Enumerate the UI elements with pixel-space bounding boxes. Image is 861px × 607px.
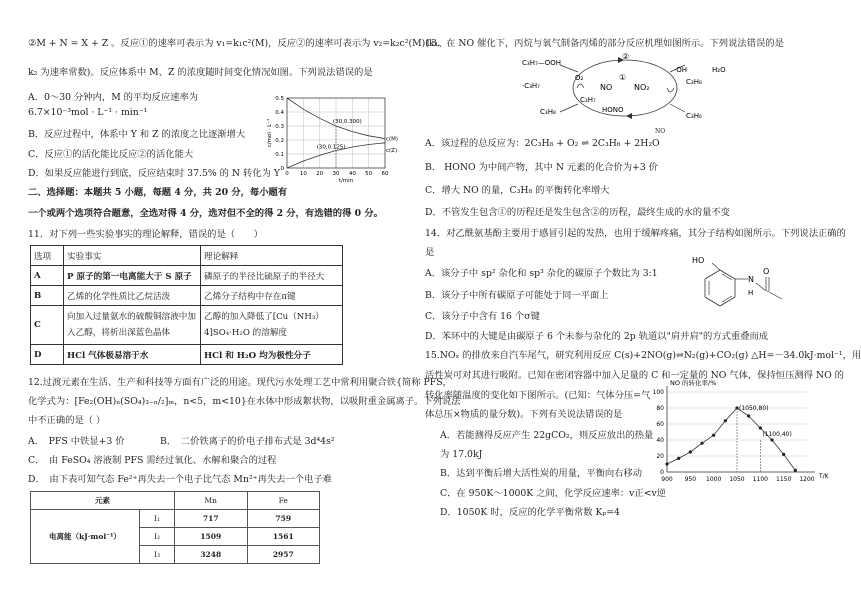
q15-option-a-2: 为 17.0kJ: [440, 449, 483, 460]
x-tick-label: 1000: [706, 476, 722, 483]
q10-line1: ②M + N = X + Z 。反应①的速率可表示为 v₁=k₁c²(M)，反应②的速率可表示为 v₂=k₂c²(M)(k₁、: [28, 38, 448, 49]
q13-option-b: B． HONO 为中间产物，其中 N 元素的化合价为+3 价: [425, 162, 658, 173]
x-tick-label: 1100: [752, 476, 768, 483]
x-tick-label: 10: [299, 171, 307, 177]
section2-heading: 二、选择题：本题共 5 小题，每题 4 分，共 20 分，每小题有: [28, 187, 288, 198]
table-cell: 2957: [247, 546, 320, 564]
q14-line1: 14．对乙酰氨基酚主要用于感冒引起的发热，也用于缓解疼痛，其分子结构如图所示。下列说法正确的: [425, 228, 846, 239]
table-cell: 向加入过量氨水的硫酸铜溶液中加入乙醇，将析出深蓝色晶体: [64, 306, 201, 345]
q12-option-c: C． 由 FeSO₄ 溶液制 PFS 需经过氧化、水解和聚合的过程: [28, 455, 277, 466]
catalyst-label: NO: [655, 128, 666, 135]
y-tick-label: 20: [656, 453, 664, 460]
y-axis-label: c/mol · L⁻¹: [267, 118, 273, 148]
x-tick-label: 60: [381, 171, 389, 177]
y-tick-label: 0: [660, 469, 664, 476]
q10-option-c: C．反应①的活化能比反应②的活化能大: [28, 149, 194, 160]
data-point: [770, 438, 773, 441]
diagram-label: C₃H₇—OOH: [522, 59, 562, 67]
table-cell: 1509: [175, 528, 248, 546]
data-point: [782, 453, 785, 456]
series-label: c(Z): [386, 147, 398, 154]
diagram-label: C₃H₇: [580, 96, 596, 104]
table-row: [31, 266, 343, 286]
table-cell: 磷原子的半径比硫原子的半径大: [201, 266, 343, 286]
q14-line2: 是: [425, 247, 435, 258]
q14-option-b: B．该分子中所有碳原子可能处于同一平面上: [425, 290, 609, 301]
table-row: [31, 345, 343, 365]
q14-option-d: D．苯环中的大键是由碳原子 6 个未参与杂化的 2p 轨道以"肩并肩"的方式重叠而成: [425, 331, 769, 342]
molecule-label: H: [748, 289, 754, 297]
table-header: 选项: [31, 246, 64, 266]
table-header-row: [31, 492, 320, 510]
q15-line3: 转化率随温度的变化如下图所示。(已知：气体分压=气: [425, 390, 651, 401]
y-tick-label: 100: [652, 389, 664, 396]
table-cell: HCl 和 H₂O 均为极性分子: [201, 345, 343, 365]
q13-option-a: [425, 128, 666, 149]
q10-option-a: A．0～30 分钟内，M 的平均反应速率为: [28, 92, 199, 103]
y-tick-label: 0.2: [275, 138, 284, 144]
data-point: [700, 442, 703, 445]
q15-line4: 体总压×物质的量分数)。下列有关说法错误的是: [425, 409, 623, 420]
q15-option-d: D．1050K 时，反应的化学平衡常数 Kₚ=4: [440, 507, 620, 518]
q13-option-d: D．不管发生包含①的历程还是发生包含②的历程，最终生成的水的量不变: [425, 207, 730, 218]
table-cell: C: [31, 306, 64, 345]
y-tick-label: 60: [656, 421, 664, 428]
x-tick-label: 1050: [729, 476, 745, 483]
q12-line1: 12.过渡元素在生活、生产和科技等方面有广泛的用途。现代污水处理工艺中常利用聚合铁{简称 PFS，: [28, 377, 452, 388]
table-cell: 1561: [247, 528, 320, 546]
diagram-label: ①: [619, 73, 627, 82]
x-tick-label: 1150: [776, 476, 792, 483]
q15-option-a: A．若能测得反应产生 22gCO₂，则反应放出的热量: [440, 430, 654, 441]
q10-option-a-value: 6.7×10⁻³mol · L⁻¹ · min⁻¹: [28, 107, 148, 118]
q15-line1: 15.NOₓ 的排放来自汽车尾气，研究利用反应 C(s)+2NO(g)⇌N₂(g)+CO₂(g) △H=－34.0kJ·mol⁻¹，用: [425, 350, 861, 361]
chart-title: NO 的转化率/%: [670, 379, 717, 387]
q12-line3: 中不正确的是（ ）: [28, 415, 106, 426]
q10-option-d: D．如果反应能进行到底，反应结束时 37.5% 的 N 转化为 Y: [28, 168, 280, 179]
y-tick-label: 0.1: [275, 152, 284, 158]
diagram-label: C₃H₈: [540, 108, 556, 116]
diagram-label: O₂: [575, 74, 584, 82]
table-cell: P 原子的第一电离能大于 S 原子: [64, 266, 201, 286]
section2-heading-2: 一个或两个选项符合题意，全选对得 4 分，选对但不全的得 2 分，有选错的得 0 分。: [28, 208, 383, 219]
no-conversion-chart: [645, 378, 827, 490]
table-header: 实验事实: [64, 246, 201, 266]
table-row: [31, 286, 343, 306]
x-tick-label: 900: [661, 476, 673, 483]
data-point: [689, 450, 692, 453]
annotation: (1050,80): [739, 405, 769, 412]
molecule-label: O: [763, 267, 770, 276]
table-header: 元素: [31, 492, 175, 510]
table-cell: I₃: [140, 546, 175, 564]
molecule-label: HO: [692, 256, 705, 265]
q11-table: [30, 245, 343, 365]
table-cell: HCl 气体极易溶于水: [64, 345, 201, 365]
y-tick-label: 80: [656, 405, 664, 412]
table-cell: 3248: [175, 546, 248, 564]
diagram-label: NO: [600, 83, 613, 92]
q13-stem: 13．在 NO 催化下，丙烷与氧气制备丙烯的部分反应机理如图所示。下列说法错误的是: [425, 38, 784, 49]
data-point: [712, 434, 715, 437]
q12-option-a: A． PFS 中铁显+3 价: [28, 436, 125, 447]
annotation: (30,0.300): [333, 119, 362, 125]
diagram-label: ②: [622, 52, 630, 61]
data-point: [677, 457, 680, 460]
diagram-label: NO₂: [634, 83, 650, 92]
q13-option-a-text: A．该过程的总反应为：2C₃H₈ + O₂ ⇌ 2C₃H₆ + 2H₂O: [425, 138, 660, 149]
table-header: Fe: [247, 492, 320, 510]
table-row: [31, 306, 343, 345]
annotation: (30,0.125): [316, 144, 346, 151]
acetaminophen-structure: [690, 255, 810, 317]
q15-line2: 活性炭可对其进行吸附。已知在密闭容器中加入足量的 C 和一定量的 NO 气体，保持恒压测得 NO 的: [425, 370, 844, 381]
x-tick-label: 40: [348, 171, 356, 177]
diagram-label: H₂O: [712, 66, 726, 74]
table-cell: 乙醇的加入降低了[Cu（NH₃）4]SO₄·H₂O 的溶解度: [201, 306, 343, 345]
diagram-label: HONO: [602, 106, 624, 114]
table-cell: I₂: [140, 528, 175, 546]
q10-option-b: B．反应过程中，体系中 Y 和 Z 的浓度之比逐渐增大: [28, 129, 246, 140]
table-row: [31, 510, 320, 528]
data-point: [747, 414, 750, 417]
y-tick-label: 40: [656, 437, 664, 444]
x-tick-label: 0: [285, 171, 289, 177]
table-header-row: [31, 246, 343, 266]
y-tick-label: 0: [280, 166, 284, 172]
table-cell: 电离能（kJ·mol⁻¹）: [31, 510, 140, 564]
series-label: c(M): [386, 136, 399, 143]
table-cell: 乙烯分子结构中存在π键: [201, 286, 343, 306]
q11-stem: 11．对下列一些实验事实的理论解释，错误的是（ ）: [28, 229, 263, 240]
diagram-label: C₃H₈: [686, 78, 702, 86]
table-cell: 759: [247, 510, 320, 528]
q12-line2: 化学式为：[Fe₂(OH)ₙ(SO₄)₃₋ₙ/₂]ₘ，n<5，m<10}在水体中形成絮状物，以吸附重金属离子。下列说法: [28, 396, 461, 407]
reaction-mechanism-diagram: [520, 50, 730, 125]
q10-line2: k₂ 为速率常数)。反应体系中 M、Z 的浓度随时间变化情况如图。下列说法错误的是: [28, 67, 373, 78]
y-tick-label: 0.4: [275, 110, 284, 116]
table-cell: 乙烯的化学性质比乙烷活泼: [64, 286, 201, 306]
q14-option-a: A．该分子中 sp² 杂化和 sp³ 杂化的碳原子个数比为 3:1: [425, 268, 658, 279]
x-axis-label: t/min: [338, 178, 354, 184]
x-tick-label: 20: [316, 171, 324, 177]
q13-option-c: C．增大 NO 的量，C₃H₈ 的平衡转化率增大: [425, 185, 610, 196]
q12-ionization-table: [30, 491, 320, 564]
x-tick-label: 1200: [799, 476, 815, 483]
diagram-label: ·OH: [674, 66, 687, 74]
y-tick-label: 0.5: [275, 96, 284, 102]
x-axis-label: T/K: [819, 473, 829, 480]
table-cell: A: [31, 266, 64, 286]
table-header: 理论解释: [201, 246, 343, 266]
series-line: [667, 408, 795, 470]
q15-option-c: C．在 950K～1000K 之间，化学反应速率：v正<v逆: [440, 488, 667, 499]
diagram-label: ·C₃H₇: [522, 82, 540, 90]
data-point: [665, 462, 668, 465]
concentration-chart: [265, 92, 405, 190]
table-cell: B: [31, 286, 64, 306]
table-cell: 717: [175, 510, 248, 528]
table-header: Mn: [175, 492, 248, 510]
data-point: [759, 426, 762, 429]
annotation: (1100,40): [762, 431, 792, 438]
table-cell: I₁: [140, 510, 175, 528]
q12-option-d: D． 由下表可知气态 Fe²⁺再失去一个电子比气态 Mn²⁺再失去一个电子难: [28, 474, 332, 485]
x-tick-label: 50: [365, 171, 373, 177]
molecule-label: N: [748, 275, 754, 284]
data-point: [724, 419, 727, 422]
y-tick-label: 0.3: [275, 124, 284, 130]
x-tick-label: 30: [332, 171, 340, 177]
q12-option-b: B． 二价铁离子的价电子排布式是 3d⁴4s²: [160, 436, 335, 447]
x-tick-label: 950: [684, 476, 697, 483]
q14-option-c: C．该分子中含有 16 个σ键: [425, 311, 540, 322]
table-cell: D: [31, 345, 64, 365]
diagram-label: C₃H₆: [686, 112, 702, 120]
q15-option-b: B．达到平衡后增大活性炭的用量，平衡向右移动: [440, 468, 643, 479]
data-point: [794, 469, 797, 472]
